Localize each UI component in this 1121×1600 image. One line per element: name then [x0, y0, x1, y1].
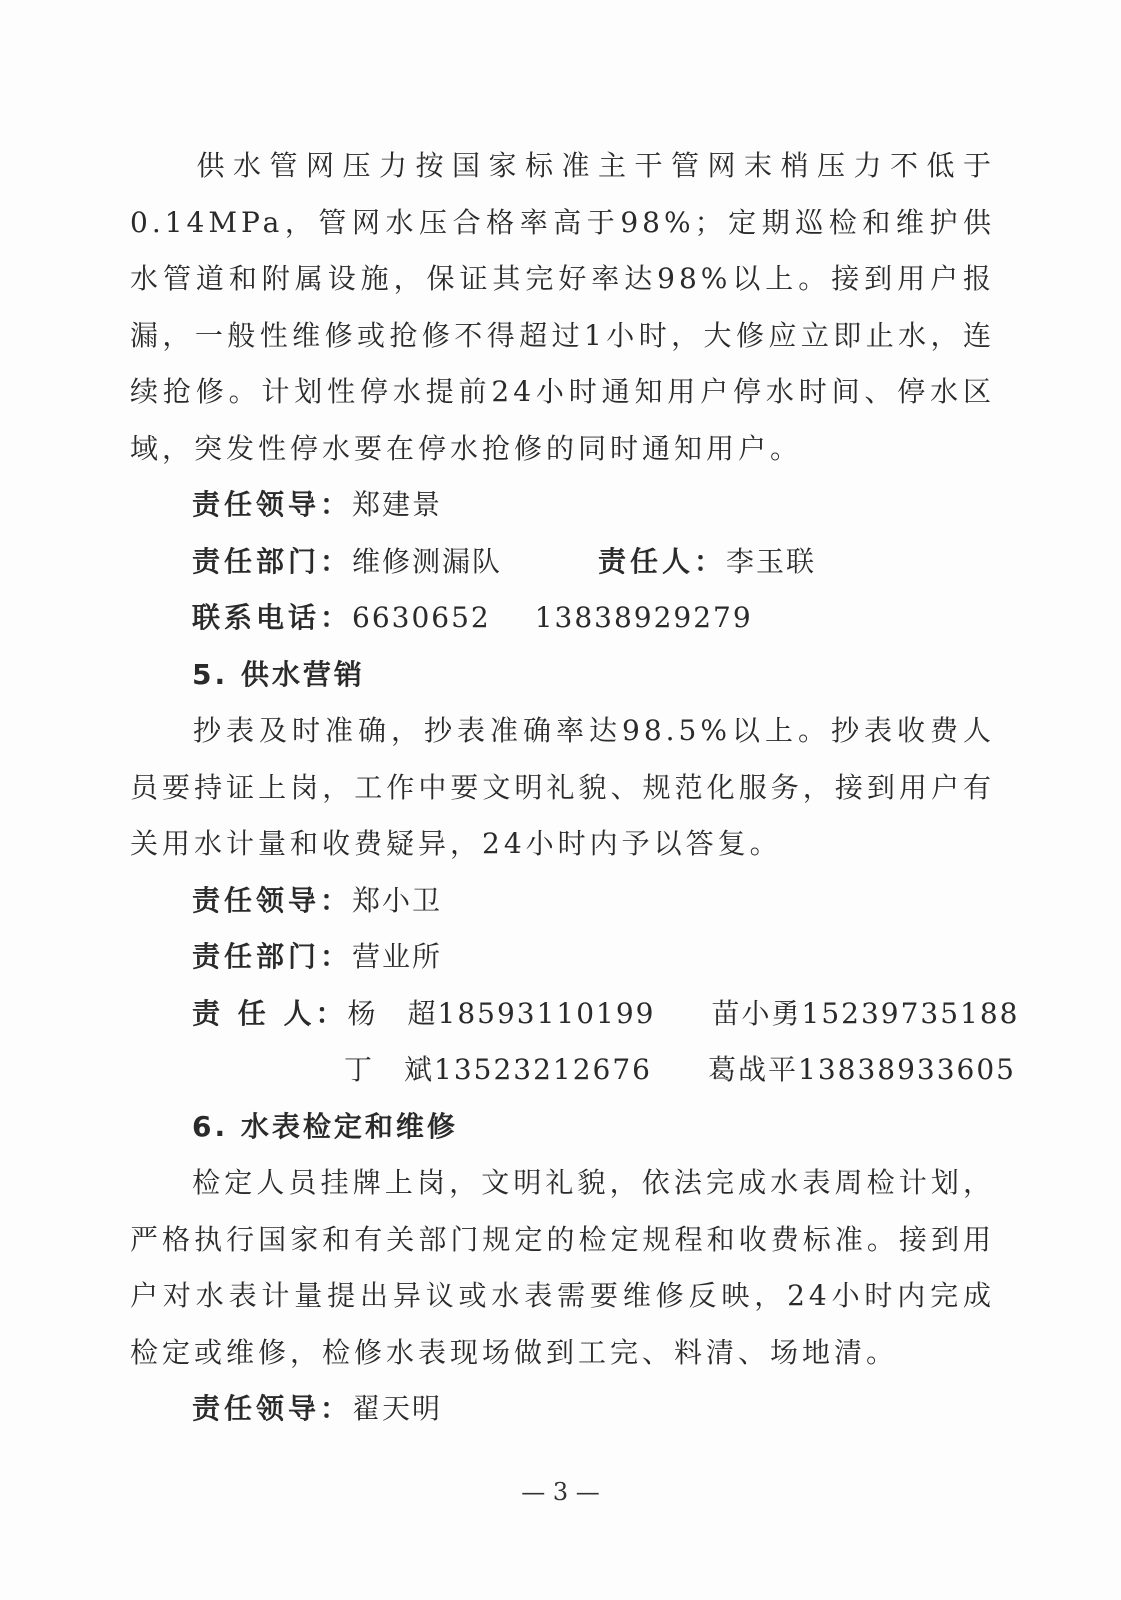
person-phone: 15239735188: [801, 996, 1020, 1030]
meter-verification-paragraph: [130, 1155, 995, 1381]
contact-phone-label: 联系电话：: [192, 601, 353, 634]
responsible-leader-label: 责任领导：: [192, 488, 353, 521]
responsible-dept-line: [130, 534, 995, 591]
person-name: 苗小勇: [711, 996, 802, 1030]
responsible-leader-line: [130, 1381, 995, 1438]
page-number: — 3 —: [521, 1478, 600, 1506]
responsible-leader-value: 郑小卫: [352, 883, 443, 917]
responsible-person-value: 李玉联: [726, 544, 817, 578]
responsible-dept-line: [130, 929, 995, 986]
person-phone: 13838933605: [798, 1053, 1016, 1086]
responsible-person-label: 责任人：: [598, 544, 727, 578]
responsible-leader-line: [130, 477, 995, 534]
section-heading-meter-verification: 6. 水表检定和维修: [192, 1109, 458, 1143]
responsible-dept-value: 营业所: [352, 940, 443, 973]
responsible-dept-value: 维修测漏队: [352, 544, 503, 578]
responsible-person-label: 责 任 人：: [192, 996, 348, 1030]
responsible-leader-value: 翟天明: [352, 1392, 443, 1425]
responsible-leader-label: 责任领导：: [192, 883, 353, 917]
person-name: 丁 斌: [344, 1053, 435, 1086]
responsible-dept-label: 责任部门：: [192, 544, 353, 578]
paragraph-text: 抄表及时准确，抄表准确率达98.5%以上。抄表收费人员要持证上岗，工作中要文明礼貌、规范化服务，接到用户有关用水计量和收费疑异，24小时内予以答复。: [130, 714, 995, 860]
contact-phone-2: 13838929279: [534, 601, 753, 634]
paragraph-text: 供水管网压力按国家标准主干管网末梢压力不低于0.14MPa，管网水压合格率高于98%；定期巡检和维护供水管道和附属设施，保证其完好率达98%以上。接到用户报漏，一般性维修或抢修不得超过1小时，大修应立即止水，连续抢修。计划性停水提前24小时通知用户停水时间、停水区域，突发性停水要在停水抢修的同时通知用户。: [130, 149, 995, 465]
section-heading-water-marketing: 5. 供水营销: [192, 657, 365, 691]
person-name: 葛战平: [707, 1053, 798, 1086]
responsible-leader-label: 责任领导：: [192, 1392, 353, 1425]
paragraph-text: 检定人员挂牌上岗，文明礼貌，依法完成水表周检计划，严格执行国家和有关部门规定的检定规程和收费标准。接到用户对水表计量提出异议或水表需要维修反映，24小时内完成检定或维修，检修水表现场做到工完、料清、场地清。: [130, 1166, 995, 1369]
water-pressure-paragraph: [130, 138, 995, 477]
responsible-leader-line: [130, 873, 995, 930]
contact-phone-line: [130, 590, 995, 647]
water-marketing-paragraph: [130, 703, 995, 873]
page-content: [130, 138, 1020, 1438]
person-phone: 18593110199: [437, 996, 656, 1030]
person-name: 杨 超: [347, 996, 438, 1030]
person-phone: 13523212676: [434, 1053, 652, 1086]
responsible-dept-label: 责任部门：: [192, 940, 353, 973]
responsible-persons-line-2: [130, 1042, 1016, 1099]
responsible-leader-value: 郑建景: [352, 488, 443, 521]
responsible-persons-line-1: [130, 986, 1020, 1043]
contact-phone-1: 6630652: [352, 601, 491, 634]
